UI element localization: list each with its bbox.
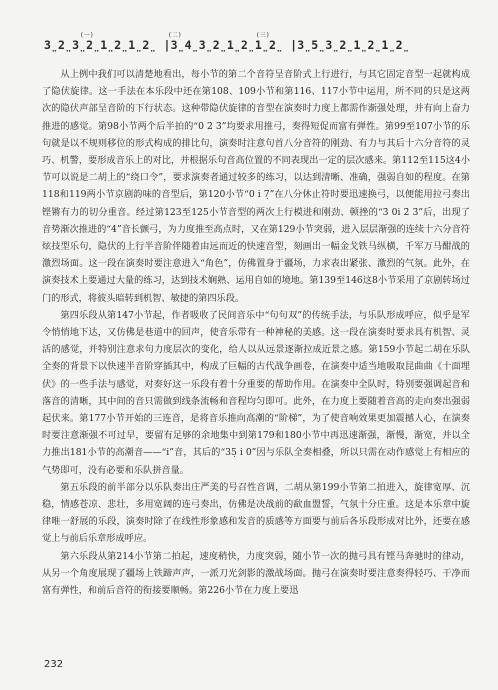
paragraph-4: 第六乐段从第214小节第二拍起，速度稍快，力度突弱，随小节一次的抛弓具有铿马奔驰时的律动，从另一个角度展现了疆场上铁蹄声声，一派刀光剑影的激战场面。抛弓在演奏时要注意奏得轻巧、干净而富有弹性，和前后音符的衔接要顺畅。第226小节在力度上要迅 <box>42 550 470 597</box>
notation-label-1: (一) <box>80 32 94 39</box>
paragraph-3: 第五乐段的前半部分以乐队奏出庄严美的号召性音调，二胡从第199小节第二拍进入，旋律宽厚、沉稳，情感苍凉、悲壮，多用宽阔的连弓奏出，仿佛是决战前的歃血盟誓，气氛十分庄重。这是本乐章中旋律唯一舒展的乐段，演奏时除了在线性形象感和发音的质感等方面要与前后各乐段形成对比外，还要在感觉上与前后乐章形成呼应。 <box>42 481 470 545</box>
page-number: 232 <box>44 659 64 670</box>
paragraph-2: 第四乐段从第147小节起，作者吸收了民间音乐中“句句双”的传统手法，与乐队形成呼应，似乎是军令悄悄地下达，又仿佛是巷道中的回声，使音乐带有一种神秘的美感。这一段在演奏时要求具有机智、灵活的感觉，并特别注意求句力度层次的变化，给人以从远景逐渐拉成近景之感。第159小节起二胡在乐队全奏的背景下以快速半音阶穿插其中，构成了巨幅的古代战争画卷，在演奏中适当地吸取昆曲曲《十面埋伏》的一些手法与感觉，对奏好这一乐段有着十分重要的帮助作用。在演奏中全队时，特别要强调起音和落音的清晰，其中间的音只需做到线条流畅和音程均匀即可。此外，在力度上要随着音高的走向奏出强弱起伏来。第177小节开始的三连音，是将音乐推向高潮的“阶梯”，为了使音响效果更加震撼人心，在演奏时要注意渐强不可过早，要留有足够的余地集中到第179和180小节中再迅速渐强，渐慢，渐宽，并以全力推出181小节的高潮音——“i̇”音，其后的“35̣ i 0”因与乐队全奏相叠，所以只需在动作感觉上有相应的气势即可，没有必要和乐队拼音量。 <box>42 309 470 476</box>
notation-label-3: (三) <box>256 32 270 39</box>
notation-labels <box>44 30 344 38</box>
notation-line: 3̤2̤3̤2̤1̤2̤1̤2̤ |3̤4̤3̤2̤1̤2̤1̤2̤ |3̤5̤3̤2̤1̤2̤1̤2̤ <box>44 38 410 52</box>
notation-label-2: (二) <box>168 32 182 39</box>
music-notation <box>44 30 410 60</box>
paragraph-1: 从上例中我们可以清楚地看出，每小节的第二个音符呈音阶式上行进行，与其它固定音型一起就构成了隐伏旋律。这一手法在本乐段中还在第108、109小节和第116、117小节中运用，所不同的只是这两次的隐伏声部呈音阶的下行状态。这种带隐伏旋律的音型在演奏时力度上都需作渐强处理，并有向上奋力推进的感觉。第98小节两个后半拍的“0 2̇ 3̇”均要求用推弓，奏得短促而富有弹性。第99至107小节的乐句就是以不规则移位的形式构成的排比句，演奏时注意句首八分音符的刚劲、有力与其后十六分音符的灵巧、机警，要形成音乐上的对比，并根据乐句音高位置的不同表现出一定的层次感来。第112至115这4小节可以说是二胡上的“绕口令”，要求演奏者通过较多的练习，以达到清晰、准确，强弱自如的程度。在第118和119两小节京剧韵味的音型后，第120小节“0 i 7̣”在八分休止符时要迅速换弓，以便能用拉弓奏出铿锵有力的切分重音。经过第123至125小节音型的两次上行模进和刚劲、顿挫的“3̇ 0i 2̇ 3̇”后，出现了音势渐次推进的“4̇”音长颤弓，为力度推至高点时，又在第129小节突弱，进入层层渐强的连续十六分音符炫技型乐句，隐伏的上行半音阶伴随着由远而近的快速音型，刻画出一幅金戈铁马纵横，千军万马酣战的激烈场面。这一段在演奏时要注意进入“角色”，仿佛置身于疆场，力求表出紧张、激烈的气氛。此外，在演奏技术上要通过大量的练习，达到技术娴熟、运用自如的境地。第139至146这8小节采用了京剧转场过门的形式，将彼头暗转到机智、敏捷的第四乐段。 <box>42 69 470 304</box>
body-text <box>42 66 470 599</box>
